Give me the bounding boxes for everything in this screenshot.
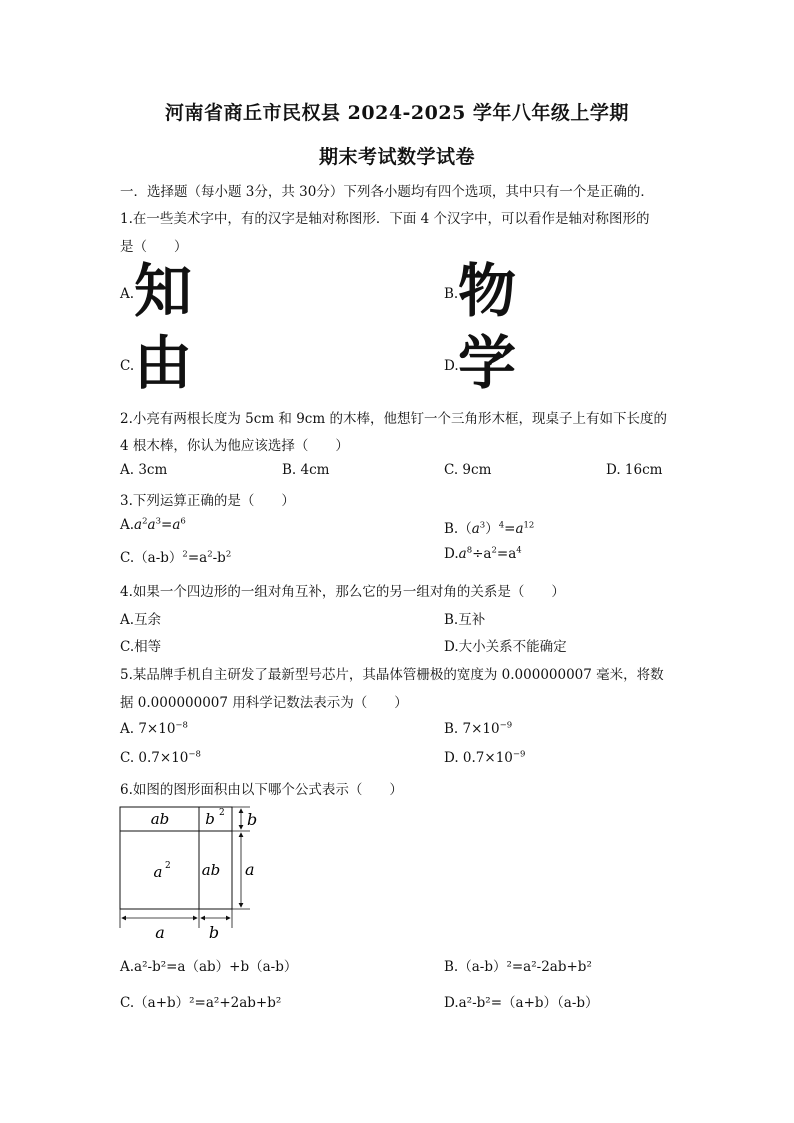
q5-stem-line2: 据 0.000000007 用科学记数法表示为（ ） <box>120 695 408 711</box>
q5-option-b <box>444 721 512 737</box>
q1-option-b-label: B. <box>444 286 459 302</box>
q3-d-eq: =a <box>496 546 517 562</box>
q3-c-text: C.（a-b） <box>120 550 183 566</box>
dim-label-a-bottom: a <box>155 923 165 942</box>
q3-b-var: a <box>471 521 480 537</box>
q5-c-text: C. 0.7×10 <box>120 750 189 766</box>
q3-d-prefix: D. <box>444 546 459 562</box>
q3-a-res: a <box>172 517 181 533</box>
q3-d-exp2: 2 <box>491 545 497 556</box>
q2-stem-line2: 4 根木棒，你认为他应该选择（ ） <box>120 438 349 454</box>
q3-d-var: a <box>458 546 467 562</box>
exam-title-line1: 河南省商丘市民权县 2024-2025 学年八年级上学期 <box>165 102 629 124</box>
exam-title-line2: 期末考试数学试卷 <box>318 146 475 168</box>
q3-option-c <box>120 546 231 566</box>
q4-option-b: B.互补 <box>444 612 486 628</box>
q3-a-exp2: 3 <box>155 516 162 527</box>
section-heading: 一．选择题（每小题 3分，共 30分）下列各小题均有四个选项，其中只有一个是正确的． <box>120 184 654 200</box>
q3-stem: 3.下列运算正确的是（ ） <box>120 493 295 509</box>
cell-b2: b <box>205 810 215 828</box>
q3-a-exp3: 6 <box>180 516 186 527</box>
q2-option-b: B. 4cm <box>282 462 330 478</box>
q3-c-exp3: 2 <box>225 549 232 560</box>
q3-b-exp3: 12 <box>523 520 535 531</box>
q3-a-var2: a <box>147 517 156 533</box>
q5-b-text: B. 7×10 <box>444 721 500 737</box>
q3-d-div: ÷a <box>472 546 492 562</box>
q6-stem: 6.如图的图形面积由以下哪个公式表示（ ） <box>120 782 403 798</box>
q3-option-a <box>120 517 186 533</box>
q3-a-var1: a <box>134 517 143 533</box>
q6-option-b: B.（a-b）²=a²-2ab+b² <box>444 959 592 975</box>
q5-a-text: A. 7×10 <box>120 721 176 737</box>
q4-option-a: A.互余 <box>120 612 162 628</box>
q3-b-eq: = <box>504 521 516 537</box>
q4-option-c: C.相等 <box>120 639 162 655</box>
q3-c-exp2: 2 <box>207 549 213 560</box>
q3-d-exp1: 8 <box>466 545 473 556</box>
q2-option-c: C. 9cm <box>444 462 492 478</box>
q5-option-a <box>120 721 188 737</box>
area-diagram <box>110 800 270 945</box>
q3-option-d <box>444 546 522 562</box>
q3-b-exp2: 4 <box>498 520 505 531</box>
outer-square <box>120 807 232 909</box>
q4-option-d: D.大小关系不能确定 <box>444 639 567 655</box>
q1-option-d-label: D. <box>444 358 459 374</box>
q1-stem-line1: 1.在一些美术字中，有的汉字是轴对称图形．下面 4 个汉字中，可以看作是轴对称图形的 <box>120 211 650 227</box>
q5-d-exp: −9 <box>512 749 526 760</box>
q3-c-mid: -b <box>212 550 226 566</box>
q5-option-d <box>444 750 525 766</box>
q2-option-d: D. 16cm <box>606 462 663 478</box>
q3-c-exp: 2 <box>182 549 188 560</box>
q5-b-exp: −9 <box>499 720 513 731</box>
q3-b-close: ） <box>485 521 499 537</box>
dim-label-b-bottom: b <box>208 923 220 942</box>
q3-b-res: a <box>515 521 524 537</box>
q5-a-exp: −8 <box>175 720 188 731</box>
q5-d-text: D. 0.7×10 <box>444 750 513 766</box>
q5-option-c <box>120 750 201 766</box>
q1-stem-line2: 是（ ） <box>120 239 188 255</box>
q6-option-c: C.（a+b）²=a²+2ab+b² <box>120 995 282 1011</box>
q6-option-d: D.a²-b²=（a+b）（a-b） <box>444 995 599 1011</box>
q3-option-b <box>444 517 534 537</box>
q5-stem-line1: 5.某品牌手机自主研发了最新型号芯片，其晶体管栅极的宽度为 0.000000007 毫米，将数 <box>120 667 664 683</box>
q1-option-c-label: C. <box>120 358 135 374</box>
q3-c-eq: =a <box>187 550 208 566</box>
dim-label-a-right: a <box>245 860 255 879</box>
q1-option-a-char: 知 <box>134 257 193 325</box>
q1-option-d-char: 学 <box>458 329 517 397</box>
q1-option-a-label: A. <box>120 286 135 302</box>
q4-stem: 4.如果一个四边形的一组对角互补，那么它的另一组对角的关系是（ ） <box>120 584 565 600</box>
q3-a-eq: = <box>161 517 173 533</box>
q3-d-exp3: 4 <box>516 545 522 556</box>
q3-b-exp1: 3 <box>479 520 486 531</box>
cell-b2-exp: 2 <box>219 808 225 818</box>
cell-ab-top: ab <box>150 810 170 828</box>
q5-c-exp: −8 <box>188 749 201 760</box>
cell-a2-exp: 2 <box>165 861 171 871</box>
q3-a-exp1: 2 <box>142 516 148 527</box>
q1-option-c-char: 由 <box>134 329 193 397</box>
q3-b-prefix: B.（ <box>444 521 472 537</box>
q6-option-a: A.a²-b²=a（ab）+b（a-b） <box>120 959 298 975</box>
dim-label-b-right: b <box>247 810 258 829</box>
q2-option-a: A. 3cm <box>120 462 168 478</box>
q2-stem-line1: 2.小亮有两根长度为 5cm 和 9cm 的木棒，他想钉一个三角形木框，现桌子上有如下长度的 <box>120 411 667 427</box>
cell-a2: a <box>153 863 163 881</box>
q1-option-b-char: 物 <box>458 257 517 325</box>
q3-a-prefix: A. <box>120 517 135 533</box>
cell-ab-right: ab <box>201 861 221 879</box>
